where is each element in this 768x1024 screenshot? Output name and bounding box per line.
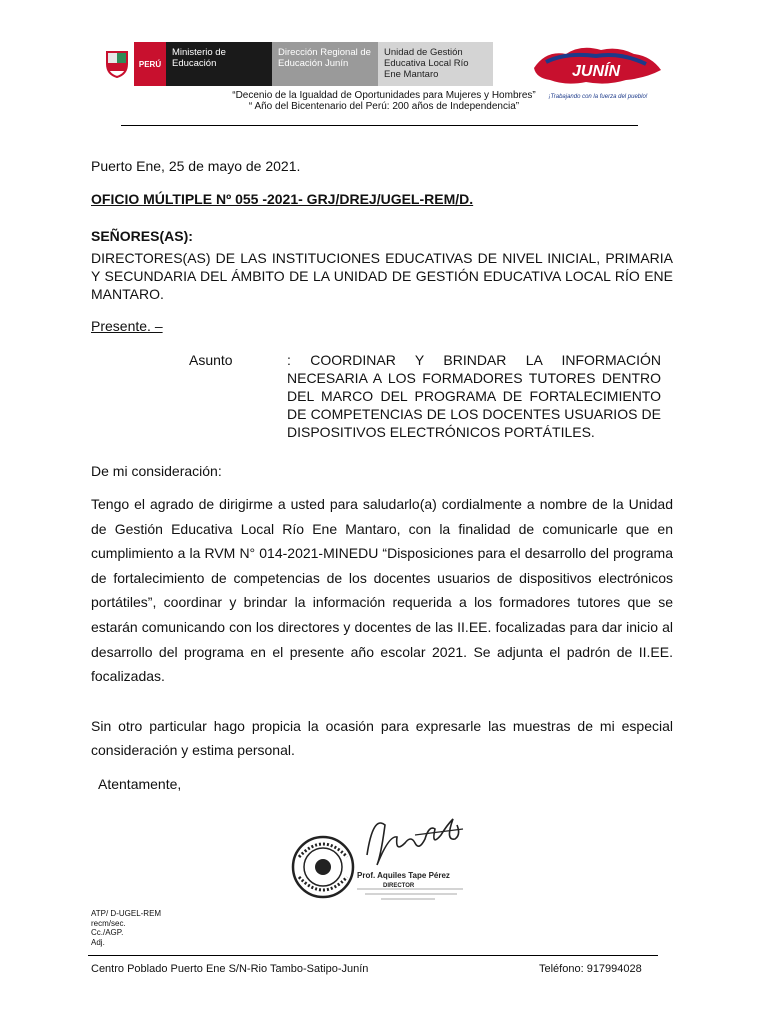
firma-sello (285, 795, 485, 910)
parrafo-principal: Tengo el agrado de dirigirme a usted para saludarlo(a) cordialmente a nombre de la Unidad de Gestión Educativa Local Río Ene Mantaro, con la finalidad de comunicarle que en cumplimiento a la RVM N° 014-2021-MINEDU “Disposiciones para el desarrollo del programa de fortalecimiento de competencias de los docentes usuarios de dispositivos electrónicos portátiles”, coordinar y brindar la información requerida a los formadores tutores que se estarán comunicando con los directores y docentes de las II.EE. focalizadas para dar inicio al desarrollo del programa en el presente año escolar 2021. Se adjunta el padrón de II.EE. focalizadas. (91, 496, 673, 685)
asunto-text: : COORDINAR Y BRINDAR LA INFORMACIÓN NECESARIA A LOS FORMADORES TUTORES DENTRO DEL MARCO DEL PROGRAMA DE FORTALECIMIENTO DE COMPETENCIAS DE LOS DOCENTES USUARIOS DE DISPOSITIVOS ELECTRÓNICOS PORTÁTILES. (287, 352, 661, 440)
ref-line: Adj. (91, 937, 105, 947)
header-divider (121, 125, 638, 126)
ref-line: Cc./AGP. (91, 928, 124, 937)
peru-label: PERÚ (134, 42, 166, 86)
escudo-peru-icon (100, 42, 134, 86)
firma-cargo: DIRECTOR (383, 883, 415, 889)
presente: Presente. – (91, 318, 163, 334)
logo-word: JUNÍN (571, 63, 621, 80)
sello-circular-icon (293, 837, 353, 897)
segment-minedu: Ministerio de Educación (166, 42, 272, 86)
decenio-line1: “Decenio de la Igualdad de Oportunidades para Mujeres y Hombres” (232, 90, 536, 101)
firma-manuscrita-icon (367, 819, 463, 865)
footer-direccion: Centro Poblado Puerto Ene S/N-Rio Tambo-Satipo-Junín (91, 963, 369, 975)
lugar-fecha: Puerto Ene, 25 de mayo de 2021. (91, 158, 301, 174)
ref-line: ATP/ D-UGEL-REM (91, 909, 162, 918)
logo-tagline: ¡Trabajando con la fuerza del pueblo! (548, 94, 648, 100)
footer-telefono: Teléfono: 917994028 (539, 963, 642, 975)
footer-divider (88, 955, 658, 956)
destinatarios: DIRECTORES(AS) DE LAS INSTITUCIONES EDUCATIVAS DE NIVEL INICIAL, PRIMARIA Y SECUNDARIA DEL ÁMBITO DE LA UNIDAD DE GESTIÓN EDUCATIVA LOCAL RÍO ENE MANTARO. (91, 250, 673, 302)
segment-ugel: Unidad de Gestión Educativa Local Río Ene Mantaro (378, 42, 493, 86)
ref-line: recm/sec. (91, 918, 126, 928)
referencias (91, 909, 161, 947)
senores: SEÑORES(AS): (91, 228, 193, 244)
header-banner (100, 42, 493, 86)
parrafo-cierre: Sin otro particular hago propicia la ocasión para expresarle las muestras de mi especial consideración y estima personal. (91, 718, 673, 758)
despedida: Atentamente, (98, 776, 182, 792)
decenio (0, 90, 768, 112)
decenio-line2: “ Año del Bicentenario del Perú: 200 años de Independencia” (248, 101, 520, 112)
oficio-numero: OFICIO MÚLTIPLE Nº 055 -2021- GRJ/DREJ/UGEL-REM/D. (91, 191, 474, 207)
firma-nombre: Prof. Aquiles Tape Pérez (357, 871, 450, 880)
saludo: De mi consideración: (91, 463, 222, 479)
segment-drej: Dirección Regional de Educación Junín (272, 42, 378, 86)
asunto-label: Asunto (189, 352, 233, 368)
